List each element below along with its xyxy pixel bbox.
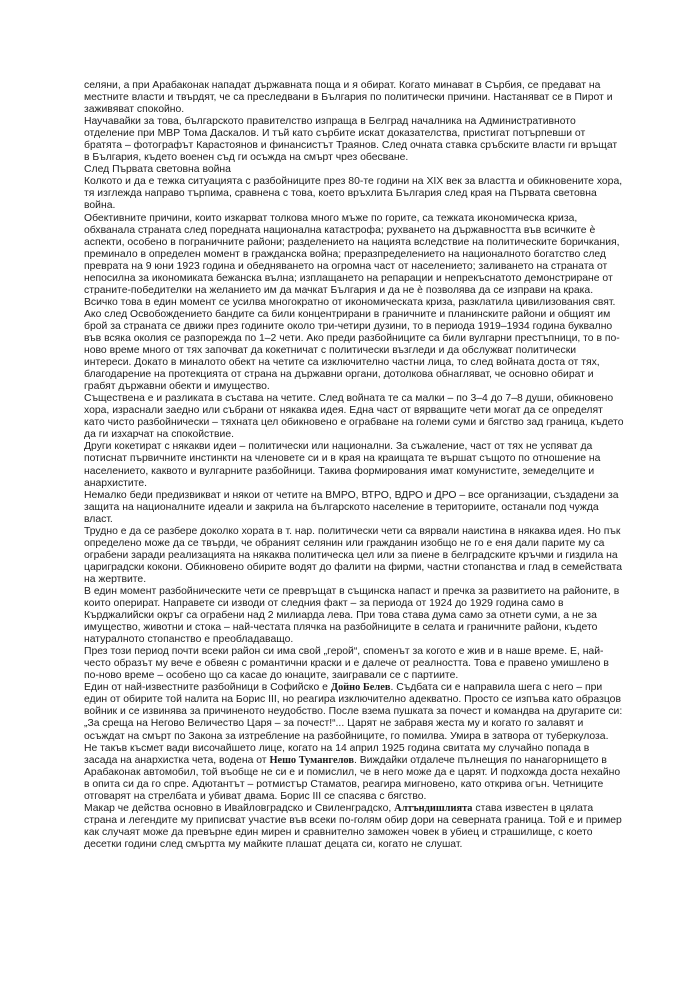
paragraph: Трудно е да се разбере доколко хората в т. нар. политически чети са вярвали наистина в някаква идея. Но пък определено може да се твърди, че обраният селянин или гражданин изобщо не го е еня дали парите му са ограбени заради реализацията на някаква политическа цел или за пиене в белградските кръчми и гиздила на цариградски кокони. Обикновено обирите водят до фалити на фирми, частни стопанства и глад в семействата на жертвите. — [84, 525, 623, 585]
person-name: Алтъндишлията — [394, 802, 473, 814]
paragraph-text: става известен в цялата страна и легендите му приписват участие във всеки по-голям обир дори на северната граница. Той е и пример как случаят може да превърне един мирен и сравнително заможен човек в убиец и страшилище, с което десетки години след смъртта му майките плашат децата си, когато не слушат. — [84, 802, 622, 850]
paragraph-text: Не такъв късмет вади височайшето лице, когато на 14 април 1925 година свитата му случайно попада в засада на анархистка чета, водена от — [84, 742, 590, 766]
paragraph: Научавайки за това, българското правителство изпраща в Белград началника на Административното отделение при МВР Тома Даскалов. И тъй като сърбите искат доказателства, пристигат потърпевши от братята – фотографът Карастоянов и финансистът Траянов. След очната ставка сръбските власти ги връщат в България, където военен съд ги осъжда на смърт чрез обесване. — [84, 116, 618, 164]
paragraph-text: Един от най-известните разбойници в Софийско е — [84, 682, 331, 694]
paragraph: Ако след Освобождението бандите са били концентрирани в граничните и планинските райони и общият им брой за страната се движи през годините около три-четири дузини, то в периода 1919–1934 година буквално във всяка околия се разпорежда по 1–2 чети. Ако преди разбойниците са били вулгарни престъпници, то в по-ново време много от тях започват да кокетничат с политически възгледи и да обслужват политически интереси. Докато в миналото обект на четите са изключително частни лица, то след войната доста от тях, благодарение на протекцията от страна на държавни органи, дотолкова обнагляват, че основно обират и грабят държавни обекти и имущество. — [84, 308, 620, 393]
paragraph: Колкото и да е тежка ситуацията с разбойниците през 80-те години на XIX век за властта и обикновените хора, тя изглежда направо търпима, сравнена с това, което връхлита България след края на Първата световна война. — [84, 176, 623, 212]
paragraph: Обективните причини, които изкарват толкова много мъже по горите, са тежката икономическа криза, обхванала страната след поредната национална катастрофа; рухването на държавността във всичките ѐ аспекти, особено в пограничните райони; разделението на нацията вследствие на политическите боричкания, преминало в определен момент в гражданска война; преразпределението на националното богатство след преврата на 9 юни 1923 година и обедняването на огромна част от населението; заливането на страната от непосилна за икономиката бежанска вълна; изплащането на репарации и непрекъснатото демонстриране от страните-победителки на желанието им да мачкат България и да не ѐ позволява да се изправи на крака. Всичко това в един момент се усилва многократно от икономическата криза, разклатила цивилизования свят. — [84, 212, 620, 308]
section-heading: След Първата световна война — [84, 164, 231, 176]
paragraph-text: . Виждайки отдалече пълнещия по нанагорнището в Арабаконак автомобил, той въобще не си е и помислил, че в него може да е царят. И подхожда доста нехайно в опита си да го спре. Адютантът – ротмистър Стаматов, реагира мигновено, като открива огън. Четниците отговарят на стрелбата и убиват двама. Борис III се спасява с бягство. — [84, 754, 621, 802]
paragraph — [84, 803, 624, 851]
document-page — [84, 80, 624, 851]
paragraph: Други кокетират с някакви идеи – политически или национални. За съжаление, част от тях не успяват да потиснат първичните инстинкти на членовете си и в края на краищата те вършат същото по отношение на населението, каквото и вулгарните разбойници. Такива формирования имат комунистите, земеделците и анархистите. — [84, 441, 601, 489]
paragraph: селяни, а при Арабаконак нападат държавната поща и я обират. Когато минават в Сърбия, се предават на местните власти и твърдят, че са преследвани в България по политически причини. Настаняват се в Пирот и заживяват спокойно. — [84, 80, 613, 116]
paragraph: През този период почти всеки район си има свой „герой“, споменът за когото е жив и в наше време. Е, най-често образът му вече е обвеян с романтични краски и е далече от реалността. Това е правено умишлено в по-ново време – особено що са касае до юнаците, заигравали се с партиите. — [84, 646, 609, 682]
paragraph: В един момент разбойническите чети се превръщат в същинска напаст и пречка за развитието на районите, в които оперират. Направете си изводи от следния факт – за периода от 1924 до 1929 година само в Кърджалийски окръг са ограбени над 2 милиарда лева. При това става дума само за отнети суми, а не за имущество, животни и стока – най-честата плячка на разбойниците в селата и граничните райони, където натуралното стопанство е преобладаващо. — [84, 585, 620, 646]
person-name: Нешо Тумангелов — [269, 754, 354, 766]
person-name: Дойно Белев — [330, 682, 391, 694]
paragraph — [84, 682, 624, 742]
paragraph: Немалко беди предизвикват и някои от четите на ВМРО, ВТРО, ВДРО и ДРО – все организации, създадени за защита на националните идеали и закрила на българското население в териториите, останали под чужда власт. — [84, 489, 619, 525]
paragraph-text: Макар че действа основно в Ивайловградско и Свиленградско, — [84, 802, 395, 814]
paragraph-text: . Съдбата си е направила шега с него – при един от обирите той налита на Борис III, но реагира изключително адекватно. Просто се изпъва като образцов войник и се извинява за причиненото неудобство. После взема пушката за почест и командва на другарите си: „За среща на Негово Величество Царя – за почест!“... Царят не забравя жеста му и когато го залавят и осъждат на смърт по Закона за изтребление на разбойниците, го помилва. Умира в затвора от туберкулоза. — [84, 682, 623, 742]
paragraph — [84, 743, 624, 803]
paragraph: Съществена е и разликата в състава на четите. След войната те са малки – по 3–4 до 7–8 души, обикновено хора, израснали заедно или събрани от някаква идея. Една част от вярващите чети могат да се определят като чисто разбойнически – тяхната цел обикновено е ограбване на големи суми и бягство зад граница, където да ги изхарчат на спокойствие. — [84, 393, 624, 441]
